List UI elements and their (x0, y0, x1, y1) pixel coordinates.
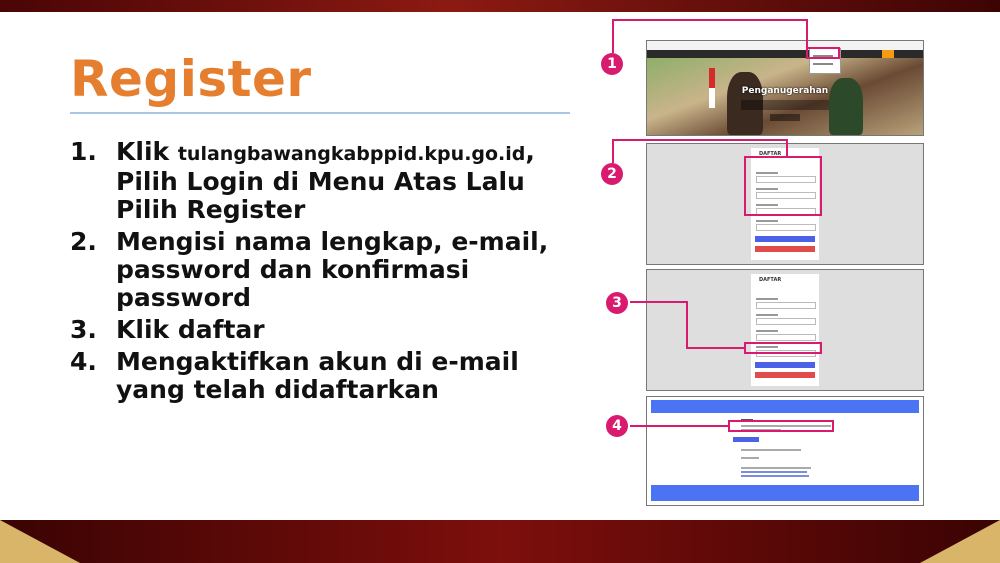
email-footer (651, 485, 919, 501)
hero-button (770, 114, 800, 121)
hero-title: Penganugerahan (741, 86, 829, 96)
connector-line (686, 301, 688, 349)
connector-line (612, 19, 614, 53)
top-frame-band (0, 0, 1000, 12)
gold-corner-right (920, 520, 1000, 563)
step-url: tulangbawangkabppid.kpu.go.id (177, 143, 526, 165)
connector-line (786, 139, 788, 156)
email-field (756, 318, 816, 325)
connector-line (686, 347, 744, 349)
step-number: 3. (70, 315, 97, 344)
connector-line (630, 425, 728, 427)
step-number: 4. (70, 347, 97, 376)
step-text: Mengaktifkan akun di e-mail yang telah didaftarkan (116, 347, 519, 404)
google-register-button (755, 246, 815, 252)
step-item-1 (70, 138, 570, 224)
field-label (756, 220, 778, 222)
step-number: 2. (70, 227, 97, 256)
bottom-frame-band (0, 520, 1000, 563)
gold-corner-left (0, 520, 80, 563)
daftar-button (755, 362, 815, 368)
email-text-line (741, 449, 801, 451)
step-text: Mengisi nama lengkap, e-mail, password dan konfirmasi password (116, 227, 549, 312)
connector-line (630, 301, 688, 303)
step-text-suffix: , Pilih Login di Menu Atas Lalu Pilih Register (116, 137, 535, 224)
form-title: DAFTAR (759, 151, 782, 157)
step-item-2 (70, 228, 570, 312)
connector-line (612, 139, 788, 141)
slide-title: Register (70, 50, 312, 108)
highlight-form-fields (744, 156, 822, 216)
highlight-register-menu (806, 47, 840, 59)
field-label (756, 330, 778, 332)
form-card (751, 274, 819, 386)
step-badge-4: 4 (606, 415, 628, 437)
highlight-activation-button (728, 420, 834, 432)
screenshot-activation-email (646, 396, 924, 506)
connector-line (612, 139, 614, 163)
password-field (756, 334, 816, 341)
hero-image (647, 58, 923, 135)
screenshot-homepage (646, 40, 924, 136)
activation-button (733, 437, 759, 442)
highlight-daftar-button (744, 342, 822, 354)
email-header (651, 400, 919, 413)
google-register-button (755, 372, 815, 378)
step-number: 1. (70, 137, 97, 166)
step-badge-2: 2 (601, 163, 623, 185)
field-label (756, 298, 778, 300)
daftar-button (755, 236, 815, 242)
connector-line (806, 19, 808, 47)
email-link (741, 471, 807, 473)
email-link (741, 475, 809, 477)
step-text: Klik daftar (116, 315, 265, 344)
name-field (756, 302, 816, 309)
connector-line (612, 19, 808, 21)
confirm-password-field (756, 224, 816, 231)
email-text-line (741, 457, 759, 459)
step-item-4 (70, 348, 570, 404)
slide (0, 12, 1000, 520)
form-title: DAFTAR (759, 277, 782, 283)
login-menu-button (882, 50, 894, 58)
title-underline (70, 112, 570, 114)
step-text-prefix: Klik (116, 137, 178, 166)
step-badge-3: 3 (606, 292, 628, 314)
step-badge-1: 1 (601, 53, 623, 75)
email-text-line (741, 467, 811, 469)
field-label (756, 314, 778, 316)
menu-item-register (813, 63, 833, 65)
step-item-3 (70, 316, 570, 344)
steps-list (70, 138, 570, 408)
hero-subtitle-block (741, 100, 829, 110)
